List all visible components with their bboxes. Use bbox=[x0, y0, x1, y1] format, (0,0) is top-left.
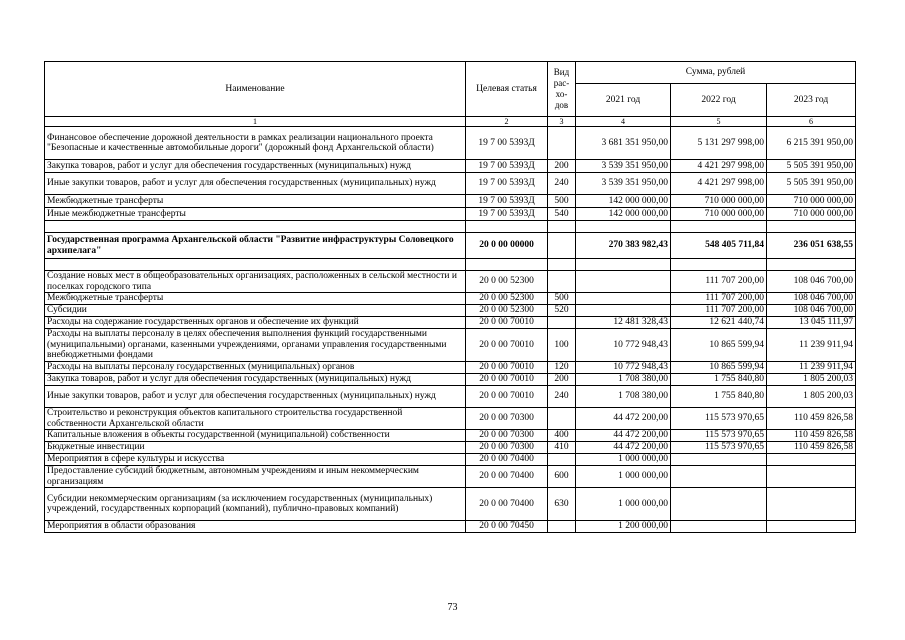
row-name: Государственная программа Архангельской области "Развитие инфраструктуры Соловецкого архипелага" bbox=[45, 233, 466, 259]
row-sum-2021: 142 000 000,00 bbox=[576, 195, 671, 208]
column-number: 3 bbox=[548, 117, 576, 127]
column-numbers-row bbox=[45, 117, 856, 127]
row-name: Строительство и реконструкция объектов капитального строительства государственной собственности Архангельской области bbox=[45, 408, 466, 430]
row-name: Мероприятия в области образования bbox=[45, 521, 466, 533]
row-sum-2022: 111 707 200,00 bbox=[671, 271, 767, 293]
row-sum-2021: 270 383 982,43 bbox=[576, 233, 671, 259]
row-sum-2023: 710 000 000,00 bbox=[767, 195, 856, 208]
column-number: 4 bbox=[576, 117, 671, 127]
row-sum-2022: 710 000 000,00 bbox=[671, 195, 767, 208]
row-sum-2022: 1 755 840,80 bbox=[671, 386, 767, 408]
row-expense-type bbox=[548, 271, 576, 293]
row-sum-2021: 1 000 000,00 bbox=[576, 454, 671, 466]
row-name: Мероприятия в сфере культуры и искусства bbox=[45, 454, 466, 466]
row-expense-type bbox=[548, 454, 576, 466]
budget-table bbox=[44, 61, 856, 533]
row-sum-2023 bbox=[767, 521, 856, 533]
row-sum-2023: 236 051 638,55 bbox=[767, 233, 856, 259]
row-sum-2023 bbox=[767, 466, 856, 488]
row-expense-type: 400 bbox=[548, 430, 576, 442]
row-expense-type: 100 bbox=[548, 329, 576, 362]
row-target-article: 20 0 00 70400 bbox=[466, 454, 548, 466]
row-target-article: 20 0 00 70400 bbox=[466, 488, 548, 521]
row-sum-2022 bbox=[671, 466, 767, 488]
row-expense-type: 600 bbox=[548, 466, 576, 488]
row-sum-2022: 710 000 000,00 bbox=[671, 208, 767, 221]
row-sum-2022: 115 573 970,65 bbox=[671, 408, 767, 430]
row-sum-2022: 115 573 970,65 bbox=[671, 430, 767, 442]
row-name: Предоставление субсидий бюджетным, автономным учреждениям и иным некоммерческим организациям bbox=[45, 466, 466, 488]
row-target-article: 20 0 00 00000 bbox=[466, 233, 548, 259]
row-sum-2021 bbox=[576, 271, 671, 293]
row-expense-type bbox=[548, 317, 576, 329]
table-row bbox=[45, 271, 856, 293]
table-row bbox=[45, 233, 856, 259]
row-sum-2022: 1 755 840,80 bbox=[671, 374, 767, 386]
row-expense-type bbox=[548, 127, 576, 160]
column-number: 2 bbox=[466, 117, 548, 127]
row-sum-2021: 1 000 000,00 bbox=[576, 466, 671, 488]
row-target-article: 20 0 00 70010 bbox=[466, 317, 548, 329]
column-number: 5 bbox=[671, 117, 767, 127]
table-row bbox=[45, 195, 856, 208]
row-sum-2023: 110 459 826,58 bbox=[767, 430, 856, 442]
row-name: Иные закупки товаров, работ и услуг для обеспечения государственных (муниципальных) нужд bbox=[45, 173, 466, 195]
row-target-article: 20 0 00 70010 bbox=[466, 374, 548, 386]
table-row bbox=[45, 466, 856, 488]
header-sum: Сумма, рублей bbox=[576, 62, 856, 84]
header-year-2023: 2023 год bbox=[767, 84, 856, 117]
row-name: Капитальные вложения в объекты государственной (муниципальной) собственности bbox=[45, 430, 466, 442]
table-row bbox=[45, 521, 856, 533]
row-target-article: 19 7 00 5393Д bbox=[466, 195, 548, 208]
row-name: Финансовое обеспечение дорожной деятельности в рамках реализации национального проекта "Безопасные и качественные автомобильные дороги" (дорожный фонд Архангельской области) bbox=[45, 127, 466, 160]
table-row bbox=[45, 386, 856, 408]
table-row bbox=[45, 317, 856, 329]
table-row bbox=[45, 454, 856, 466]
row-target-article: 20 0 00 52300 bbox=[466, 305, 548, 317]
row-target-article: 20 0 00 70300 bbox=[466, 430, 548, 442]
row-sum-2023: 108 046 700,00 bbox=[767, 305, 856, 317]
table-row bbox=[45, 362, 856, 374]
row-sum-2022 bbox=[671, 521, 767, 533]
row-sum-2021: 44 472 200,00 bbox=[576, 430, 671, 442]
row-name: Закупка товаров, работ и услуг для обеспечения государственных (муниципальных) нужд bbox=[45, 160, 466, 173]
row-sum-2022: 4 421 297 998,00 bbox=[671, 160, 767, 173]
row-sum-2023: 110 459 826,58 bbox=[767, 408, 856, 430]
row-name: Бюджетные инвестиции bbox=[45, 442, 466, 454]
column-number: 1 bbox=[45, 117, 466, 127]
row-sum-2021: 142 000 000,00 bbox=[576, 208, 671, 221]
table-row bbox=[45, 408, 856, 430]
row-name: Межбюджетные трансферты bbox=[45, 195, 466, 208]
row-target-article: 20 0 00 70450 bbox=[466, 521, 548, 533]
row-sum-2023: 13 045 111,97 bbox=[767, 317, 856, 329]
row-sum-2021: 10 772 948,43 bbox=[576, 362, 671, 374]
row-sum-2022 bbox=[671, 454, 767, 466]
row-target-article: 20 0 00 70010 bbox=[466, 362, 548, 374]
row-target-article: 20 0 00 70400 bbox=[466, 466, 548, 488]
row-sum-2023: 11 239 911,94 bbox=[767, 362, 856, 374]
page-number: 73 bbox=[447, 602, 458, 613]
row-sum-2023: 110 459 826,58 bbox=[767, 442, 856, 454]
row-expense-type: 630 bbox=[548, 488, 576, 521]
table-row bbox=[45, 208, 856, 221]
row-expense-type: 200 bbox=[548, 374, 576, 386]
row-target-article: 19 7 00 5393Д bbox=[466, 160, 548, 173]
row-name: Расходы на выплаты персоналу государственных (муниципальных) органов bbox=[45, 362, 466, 374]
row-sum-2023: 5 505 391 950,00 bbox=[767, 160, 856, 173]
row-sum-2021 bbox=[576, 293, 671, 305]
row-target-article: 19 7 00 5393Д bbox=[466, 208, 548, 221]
row-sum-2021 bbox=[576, 305, 671, 317]
header-name: Наименование bbox=[45, 62, 466, 117]
table-row bbox=[45, 127, 856, 160]
row-name: Межбюджетные трансферты bbox=[45, 293, 466, 305]
row-expense-type: 200 bbox=[548, 160, 576, 173]
table-row bbox=[45, 329, 856, 362]
row-sum-2022: 111 707 200,00 bbox=[671, 305, 767, 317]
row-target-article: 19 7 00 5393Д bbox=[466, 173, 548, 195]
row-expense-type: 240 bbox=[548, 173, 576, 195]
row-target-article: 20 0 00 70010 bbox=[466, 386, 548, 408]
row-name: Расходы на выплаты персоналу в целях обеспечения выполнения функций государственными (муниципальными) органами, казенными учреждениями, органами управления государственными внебюджетными фондами bbox=[45, 329, 466, 362]
row-sum-2023: 6 215 391 950,00 bbox=[767, 127, 856, 160]
row-sum-2023: 5 505 391 950,00 bbox=[767, 173, 856, 195]
row-sum-2021: 10 772 948,43 bbox=[576, 329, 671, 362]
row-target-article: 20 0 00 70300 bbox=[466, 408, 548, 430]
row-sum-2022: 548 405 711,84 bbox=[671, 233, 767, 259]
row-name: Иные межбюджетные трансферты bbox=[45, 208, 466, 221]
table-row bbox=[45, 160, 856, 173]
row-name: Иные закупки товаров, работ и услуг для обеспечения государственных (муниципальных) нужд bbox=[45, 386, 466, 408]
row-sum-2021: 12 481 328,43 bbox=[576, 317, 671, 329]
row-sum-2022: 115 573 970,65 bbox=[671, 442, 767, 454]
header-year-2021: 2021 год bbox=[576, 84, 671, 117]
table-row bbox=[45, 374, 856, 386]
empty-row bbox=[45, 259, 856, 271]
row-sum-2023 bbox=[767, 454, 856, 466]
row-sum-2022: 12 621 440,74 bbox=[671, 317, 767, 329]
row-sum-2022: 10 865 599,94 bbox=[671, 329, 767, 362]
row-target-article: 20 0 00 52300 bbox=[466, 271, 548, 293]
table-row bbox=[45, 173, 856, 195]
row-name: Субсидии bbox=[45, 305, 466, 317]
header-expense-type: Вид рас-хо-дов bbox=[548, 62, 576, 117]
row-sum-2023: 108 046 700,00 bbox=[767, 271, 856, 293]
table-row bbox=[45, 442, 856, 454]
row-expense-type bbox=[548, 408, 576, 430]
row-sum-2022: 5 131 297 998,00 bbox=[671, 127, 767, 160]
row-sum-2021: 3 539 351 950,00 bbox=[576, 173, 671, 195]
row-sum-2022: 111 707 200,00 bbox=[671, 293, 767, 305]
row-name: Создание новых мест в общеобразовательных организациях, расположенных в сельской местности и поселках городского типа bbox=[45, 271, 466, 293]
row-sum-2021: 1 708 380,00 bbox=[576, 374, 671, 386]
row-sum-2023: 1 805 200,03 bbox=[767, 374, 856, 386]
header-year-2022: 2022 год bbox=[671, 84, 767, 117]
table-row bbox=[45, 488, 856, 521]
row-sum-2023: 11 239 911,94 bbox=[767, 329, 856, 362]
row-expense-type: 410 bbox=[548, 442, 576, 454]
table-row bbox=[45, 430, 856, 442]
row-expense-type: 120 bbox=[548, 362, 576, 374]
row-sum-2021: 3 539 351 950,00 bbox=[576, 160, 671, 173]
row-target-article: 19 7 00 5393Д bbox=[466, 127, 548, 160]
row-sum-2023 bbox=[767, 488, 856, 521]
row-name: Закупка товаров, работ и услуг для обеспечения государственных (муниципальных) нужд bbox=[45, 374, 466, 386]
row-sum-2022 bbox=[671, 488, 767, 521]
row-target-article: 20 0 00 70300 bbox=[466, 442, 548, 454]
row-expense-type bbox=[548, 521, 576, 533]
row-target-article: 20 0 00 52300 bbox=[466, 293, 548, 305]
empty-row bbox=[45, 221, 856, 233]
row-sum-2021: 1 708 380,00 bbox=[576, 386, 671, 408]
row-name: Субсидии некоммерческим организациям (за исключением государственных (муниципальных) учреждений, государственных корпораций (компаний), публично-правовых компаний) bbox=[45, 488, 466, 521]
row-expense-type: 520 bbox=[548, 305, 576, 317]
row-sum-2021: 3 681 351 950,00 bbox=[576, 127, 671, 160]
row-sum-2023: 710 000 000,00 bbox=[767, 208, 856, 221]
row-name: Расходы на содержание государственных органов и обеспечение их функций bbox=[45, 317, 466, 329]
row-sum-2022: 4 421 297 998,00 bbox=[671, 173, 767, 195]
column-number: 6 bbox=[767, 117, 856, 127]
row-expense-type bbox=[548, 233, 576, 259]
row-sum-2023: 1 805 200,03 bbox=[767, 386, 856, 408]
header-target-article: Целевая статья bbox=[466, 62, 548, 117]
row-sum-2021: 1 200 000,00 bbox=[576, 521, 671, 533]
row-sum-2022: 10 865 599,94 bbox=[671, 362, 767, 374]
table-row bbox=[45, 305, 856, 317]
table-row bbox=[45, 293, 856, 305]
row-target-article: 20 0 00 70010 bbox=[466, 329, 548, 362]
row-expense-type: 540 bbox=[548, 208, 576, 221]
row-sum-2023: 108 046 700,00 bbox=[767, 293, 856, 305]
row-sum-2021: 44 472 200,00 bbox=[576, 408, 671, 430]
row-sum-2021: 44 472 200,00 bbox=[576, 442, 671, 454]
row-expense-type: 500 bbox=[548, 195, 576, 208]
row-sum-2021: 1 000 000,00 bbox=[576, 488, 671, 521]
row-expense-type: 500 bbox=[548, 293, 576, 305]
row-expense-type: 240 bbox=[548, 386, 576, 408]
